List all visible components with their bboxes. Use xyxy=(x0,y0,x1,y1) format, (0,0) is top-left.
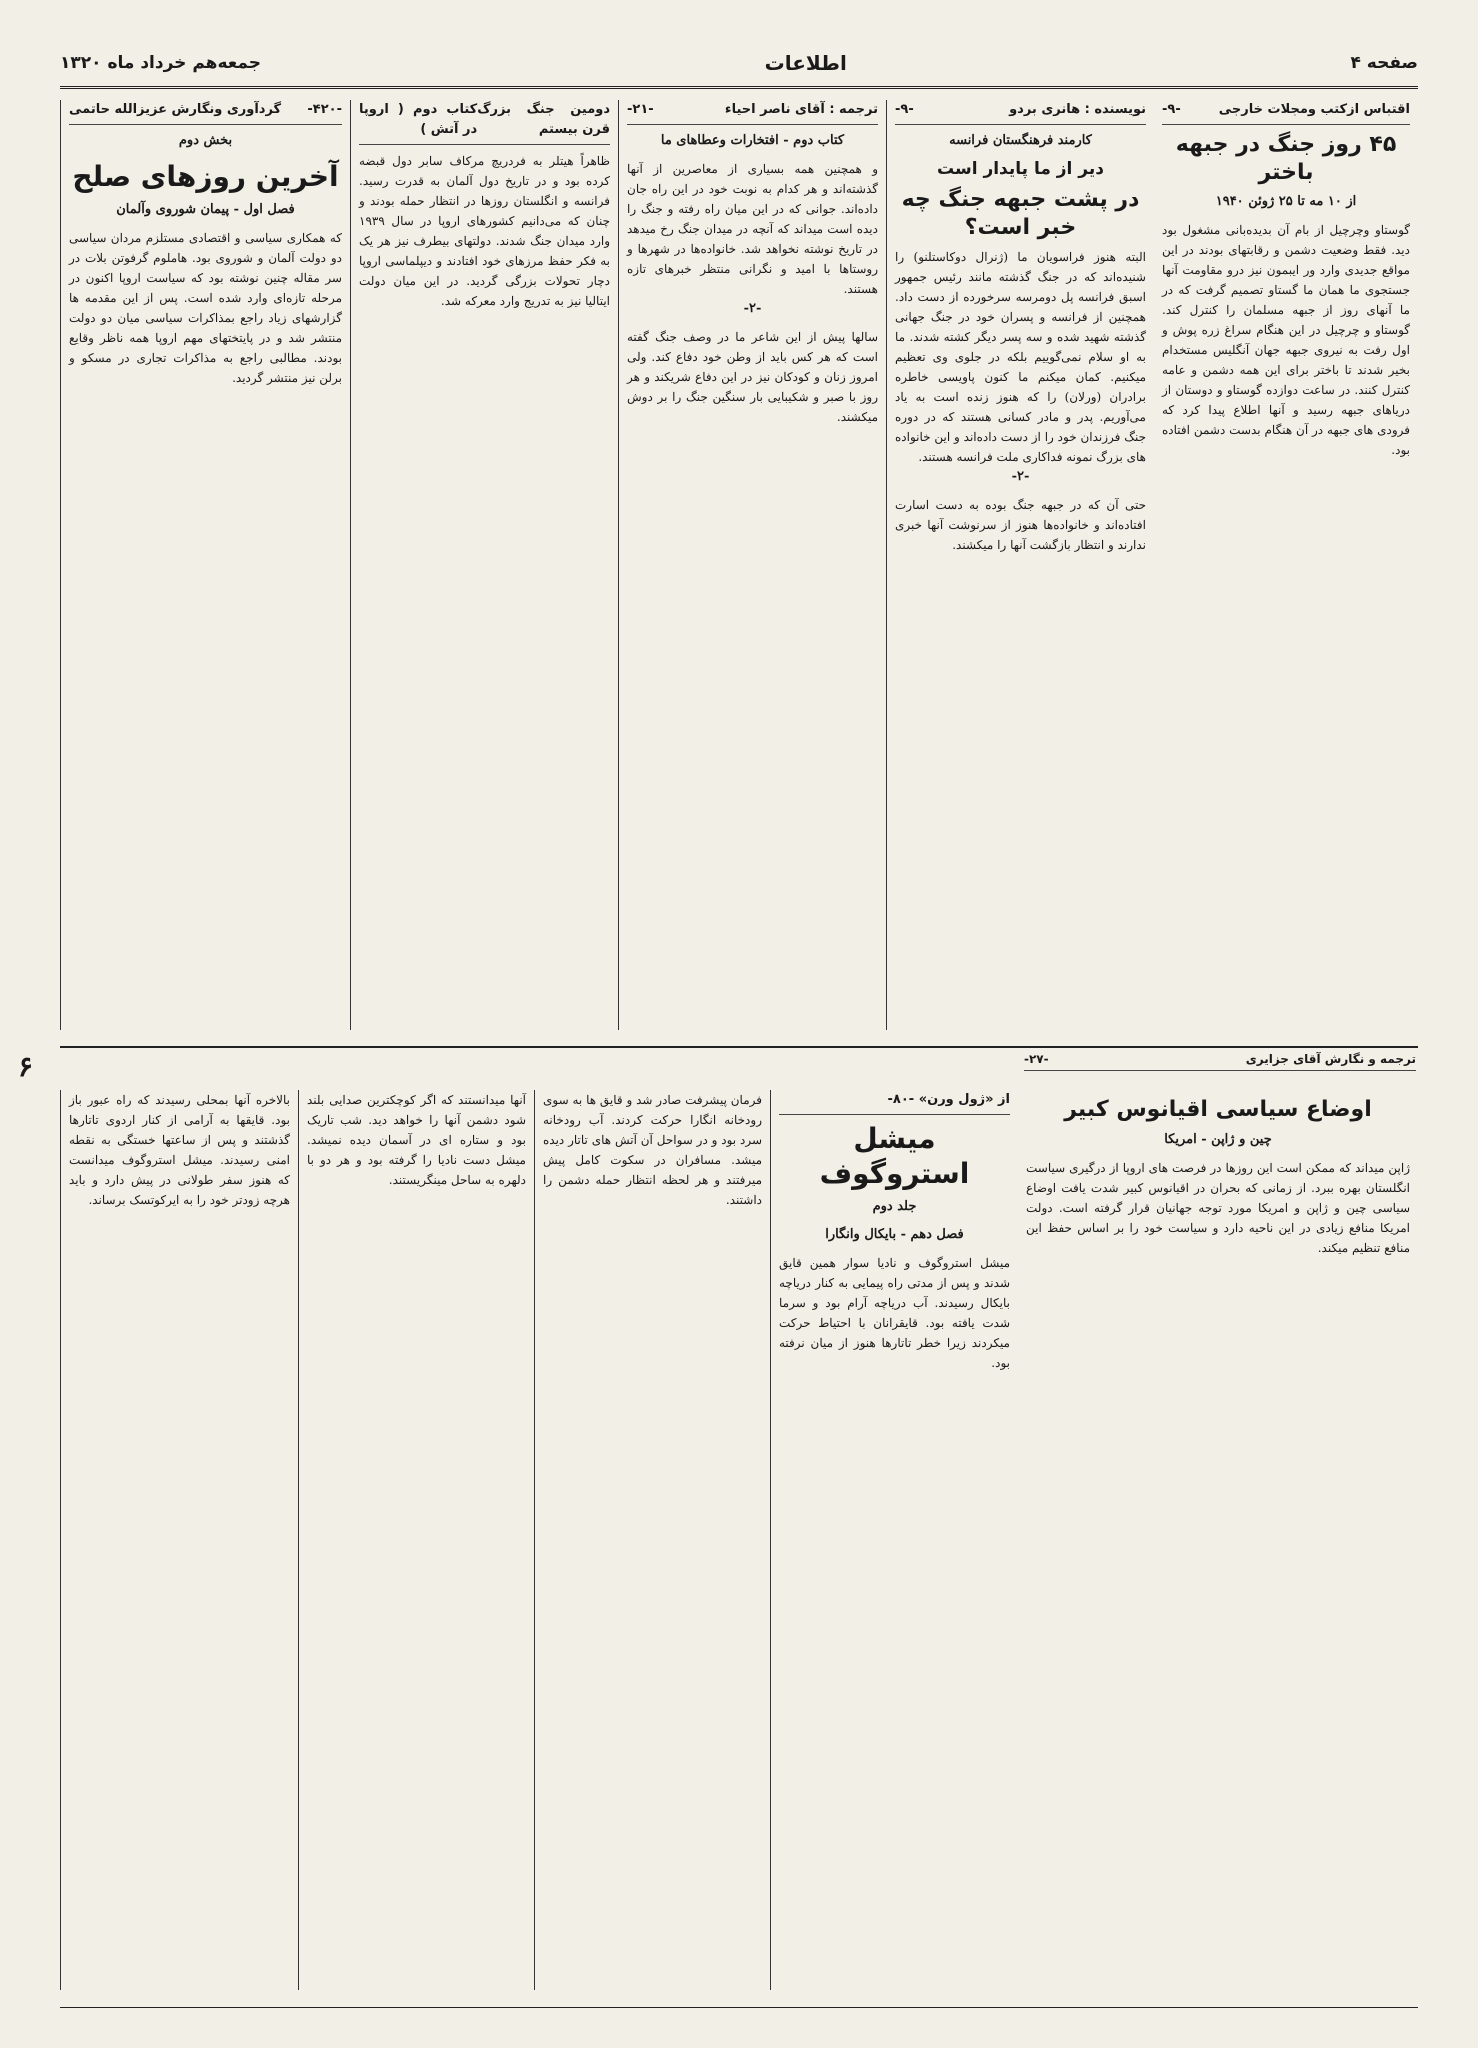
column-3 xyxy=(618,100,886,1030)
lower-band-title: ترجمه و نگارش آقای جزایری -۲۷- xyxy=(1024,1048,1416,1071)
article-headline: اوضاع سیاسی اقیانوس کبیر xyxy=(1064,1097,1372,1122)
article-headline: آخرین روزهای صلح xyxy=(72,160,339,193)
lower-column-3 xyxy=(534,1090,770,1990)
lower-column-5 xyxy=(60,1090,298,1990)
newspaper-title: اطلاعات xyxy=(764,51,847,75)
section-number: -۲- xyxy=(1011,469,1030,485)
lower-column-2 xyxy=(770,1090,1018,1990)
column-header: از «ژول ورن» -۸۰- xyxy=(779,1090,1010,1115)
issue-date: جمعه‌هم خرداد ماه ۱۳۲۰ xyxy=(60,53,262,73)
article-body: میشل استروگوف و نادیا سوار همین قایق شدند و پس از مدتی راه پیمایی به کنار دریاچه بایکال رسیدند. آب دریاچه آرام بود و سرما شدت یافته بود. قایقرانان با احتیاط حرکت میکردند زیرا خطر تاتارها هنوز از میان نرفته بود. xyxy=(779,1256,1010,1370)
article-body: و همچنین همه بسیاری از معاصرین از آنها گذشته‌اند و هر کدام به نوبت خود در این راه جان داده‌اند. جوانی که در این میان راه رفته و جنگ را دیده است میداند که آنچه در میدان جنگ رخ میدهد در تاریخ نوشته نخواهد شد. خانواده‌ها در شهرها و روستاها با امید و نگرانی منتظر خبرهای تازه هستند. xyxy=(627,162,878,296)
part-label: بخش دوم xyxy=(178,133,233,148)
lower-column-4 xyxy=(298,1090,534,1990)
article-body: بالاخره آنها بمحلی رسیدند که راه عبور باز بود. قایقها به آرامی از کنار اردوی تاتارها گذشتند و پس از ساعتها خستگی به نقطه امنی رسیدند. میشل استروگوف میدانست که هنوز سفر طولانی در پیش دارد و باید هرچه زودتر خود را به ایرکوتسک برساند. xyxy=(69,1093,290,1207)
serial-headline: میشل استروگوف xyxy=(819,1122,970,1190)
author-note: کارمند فرهنگستان فرانسه xyxy=(949,133,1092,148)
column-header: -۴۲۰- گردآوری ونگارش عزیزالله حاتمی xyxy=(69,100,342,125)
article-body: البته هنوز فراسویان ما (ژنرال دوکاستلنو) را شنیده‌اند که در جنگ گذشته مانند رئیس جمهور اسبق فرانسه پل دومرسه سرخورده از دست داد. همچنین از فرانسه و پسران خود در جنگ جهانی گذشته شهید شده و سه پسر دیگر کشته شدند. ما به او سلام نمی‌گوییم بلکه در جلوی وی تعظیم میکنیم. کمان میکنم ما کنون پاویسی خاطره برادران (ورلان) را که هنوز زنده است به یاد می‌آوریم. پدر و مادر کسانی هستند که در دوره جنگ فرزندان خود را از دست داده‌اند و این خانواده های بزرگ نمونه فداکاری ملت فرانسه هستند. xyxy=(895,250,1146,465)
article-body: فرمان پیشرفت صادر شد و قایق ها به سوی رودخانه انگارا حرکت کردند. آب رودخانه سرد بود و در سواحل آن آتش های تاتار دیده میشد. مسافران در سکوت کامل پیش میرفتند و هر لحظه انتظار حمله دشمن را داشتند. xyxy=(543,1093,762,1207)
article-body: که همکاری سیاسی و اقتصادی مستلزم مردان سیاسی دو دولت آلمان و شوروی بود. هاملوم گرفوتن بلات در سر مقاله چنین نوشته بود که سیاست اروپا اکنون در مرحله تازه‌ای وارد شده است. پس از این مقدمه ها گزارشهای زیاد راجع بمذاکرات سیاسی میان دو دولت منتشر شد و در پایتختهای مهم اروپا همه ناظر وقایع بودند. مطالبی راجع به مذاکرات تجاری در مسکو و برلن نیز منتشر گردید. xyxy=(69,231,342,385)
chapter-title: فصل اول - پیمان شوروی وآلمان xyxy=(116,202,295,217)
article-body-2: حتی آن که در جبهه جنگ بوده به دست اسارت افتاده‌اند و خانواده‌ها هنوز از سرنوشت آنها خبری ندارند و انتظار بازگشت آنها را میکشند. xyxy=(895,498,1146,553)
article-body: گوستاو وچرچیل از بام آن بدیده‌بانی مشغول بود دید. فقط وضعیت دشمن و رقابتهای بودند در این مواقع جدیدی وارد ور ایبمون نیز درو مقاومت آنها جستجوی ما همان ما گستاو تصمیم گرفت که در ما آنهای روز از جبهه مسلمان را کنترل کند. گوستاو و چرچیل در این هنگام سراغ زره پوش و اول رفت به نیروی جبهه جهان آنگلیس مستخدام بخیر شدند تا باختر برای این همه دشمن و عامه کنترل کنند. در ساعت دوازده گوستاو و دوستان از دریاهای جبهه رسید و آنها اطلاع پیدا کرد که فرودی های جبهه در آن هنگام بدست دشمن افتاده بود. xyxy=(1162,223,1410,457)
column-header: دومین جنگ بزرگ قرن بیستم کتاب دوم ( اروپا در آتش ) xyxy=(359,100,610,145)
section-number: -۲- xyxy=(743,301,762,316)
page-number: صفحه ۴ xyxy=(1350,53,1418,73)
article-kicker: دیر از ما پایدار است xyxy=(936,159,1104,179)
article-subheadline: چین و ژاپن - امریکا xyxy=(1164,1131,1272,1147)
article-body: ظاهراً هیتلر به فردریچ مرکاف سابر دول قبضه کرده بود و در تاریخ دول آلمان به قدرت رسید. فرانسه و انگلستان روزها در انتظار حمله بودند و چنان که می‌دانیم کشورهای اروپا در سال ۱۹۳۹ وارد میدان جنگ شدند. دولتهای بیطرف نیز هر یک به فکر حفظ مرزهای خود افتادند و دیپلماسی اروپا دچار تحولات بزرگی گردید. در این میان دولت ایتالیا نیز به تدریج وارد معرکه شد. xyxy=(359,154,610,308)
article-body-2: سالها پیش از این شاعر ما در وصف جنگ گفته است که هر کس باید از وطن خود دفاع کند. ولی امروز زنان و کودکان نیز در این دفاع شریکند و هر روز با صبر و شکیبایی بار سنگین جنگ را بر دوش میکشند. xyxy=(627,330,878,424)
article-body: آنها میدانستند که اگر کوچکترین صدایی بلند شود دشمن آنها را خواهد دید. شب تاریک بود و ستاره ای در آسمان دیده نمیشد. میشل دست نادیا را گرفته بود و هر دو با دلهره به ساحل مینگریستند. xyxy=(307,1093,526,1187)
article-body: ژاپن میداند که ممکن است این روزها در فرصت های اروپا از درگیری سیاست انگلستان بهره ببرد. از زمانی که بحران در اقیانوس کبیر شدت یافت اوضاع سیاسی چین و ژاپن و امریکا مورد توجه جهانیان قرار گرفته است. دولت امریکا منافع زیادی در این ناحیه دارد و سیاست خود را بر اساس حفظ این منافع تنظیم میکند. xyxy=(1026,1160,1410,1255)
margin-mark: ۶ xyxy=(18,1050,34,1083)
column-2 xyxy=(886,100,1154,1030)
masthead xyxy=(60,40,1418,89)
article-dates: از ۱۰ مه تا ۲۵ ژوئن ۱۹۴۰ xyxy=(1215,194,1357,209)
column-4 xyxy=(350,100,618,1030)
article-headline: ۴۵ روز جنگ در جبهه باختر xyxy=(1175,132,1397,185)
article-headline: در پشت جبهه جنگ چه خبر است؟ xyxy=(901,187,1140,240)
column-1 xyxy=(1154,100,1418,1030)
volume-label: جلد دوم xyxy=(872,1199,917,1214)
column-header: اقتباس ازکتب ومجلات خارجی -۹- xyxy=(1162,100,1410,125)
column-header: ترجمه : آقای ناصر احیاء -۲۱- xyxy=(627,100,878,125)
chapter-title: فصل دهم - بایکال وانگارا xyxy=(825,1227,964,1242)
book-subheader: کتاب دوم - افتخارات وعطاهای ما xyxy=(660,133,845,148)
column-5 xyxy=(60,100,350,1030)
lower-column-1 xyxy=(1018,1090,1418,1990)
footer-rule xyxy=(60,2007,1418,2008)
column-header: نویسنده : هانری بردو -۹- xyxy=(895,100,1146,125)
